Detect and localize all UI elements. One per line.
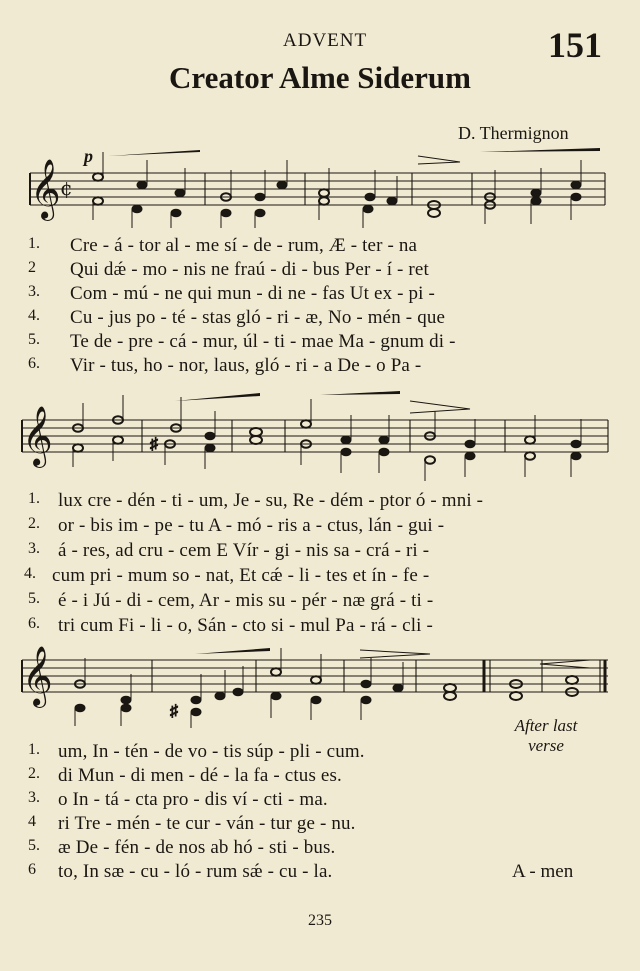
staff-notation-1 (0, 140, 640, 230)
verse-number: 2. (28, 765, 40, 782)
page-footer-number: 235 (308, 912, 332, 929)
svg-text:♯: ♯ (150, 436, 158, 453)
crescendo-hairpin-icon (175, 393, 260, 401)
crescendo-hairpin-icon (195, 648, 270, 654)
lyric-text: di Mun - di men - dé - la fa - ctus es. (58, 765, 342, 786)
verse-number: 4. (28, 307, 40, 324)
after-last-verse-note: After last verse (514, 716, 578, 755)
verse-number: 5. (28, 331, 40, 348)
verse-number: 1. (28, 235, 40, 252)
verse-number: 4 (28, 813, 36, 830)
composer-credit: D. Thermignon (458, 123, 569, 143)
notes-staff-1 (93, 152, 581, 228)
lyric-text: or - bis im - pe - tu A - mó - ris a - ctus, lán - gui - (58, 515, 445, 536)
lyric-text: o In - tá - cta pro - dis ví - cti - ma. (58, 789, 328, 810)
lyric-text: to, In sæ - cu - ló - rum sǽ - cu - la. (58, 861, 333, 882)
decrescendo-hairpin-icon (410, 401, 470, 413)
staff-notation-2 (0, 385, 640, 485)
verse-number: 6. (28, 615, 40, 632)
music-staff-1 (0, 140, 640, 230)
verse-number: 3. (28, 283, 40, 300)
music-staff-2 (0, 385, 640, 485)
lyric-text: æ De - fén - de nos ab hó - sti - bus. (58, 837, 336, 858)
hymn-title: Creator Alme Siderum (169, 60, 471, 95)
lyric-text: Vir - tus, ho - nor, laus, gló - ri - a De - o Pa - (70, 355, 422, 376)
decrescendo-hairpin-icon (360, 650, 430, 658)
piano-dynamic: p (84, 146, 93, 166)
verse-number: 3. (28, 540, 40, 557)
svg-text:♯: ♯ (170, 703, 178, 720)
treble-clef-icon: 𝄞 (22, 406, 53, 466)
verse-number: 5. (28, 590, 40, 607)
decrescendo-hairpin-icon (418, 156, 460, 164)
treble-clef-icon: 𝄞 (30, 159, 61, 219)
verse-number: 5. (28, 837, 40, 854)
section-heading: ADVENT (283, 30, 368, 51)
hymn-number: 151 (548, 25, 602, 65)
cut-time-icon: ¢ (60, 176, 73, 200)
lyric-text: lux cre - dén - ti - um, Je - su, Re - dém - ptor ó - mni - (58, 490, 484, 511)
verse-number: 3. (28, 789, 40, 806)
verse-number: 4. (24, 565, 36, 582)
lyric-text: Te de - pre - cá - mur, úl - ti - mae Ma - gnum di - (70, 331, 456, 352)
lyric-text: tri cum Fi - li - o, Sán - cto si - mul Pa - rá - cli - (58, 615, 433, 636)
verse-number: 2 (28, 259, 36, 276)
lyric-text: ri Tre - mén - te cur - ván - tur ge - nu. (58, 813, 356, 834)
amen-text: A - men (512, 861, 574, 882)
lyric-text: Qui dǽ - mo - nis ne fraú - di - bus Per - í - ret (70, 259, 429, 280)
verse-number: 1. (28, 741, 40, 758)
treble-clef-icon: 𝄞 (22, 646, 53, 706)
verse-number: 1. (28, 490, 40, 507)
lyric-text: cum pri - mum so - nat, Et cǽ - li - tes et ín - fe - (52, 565, 430, 586)
verse-number: 6. (28, 355, 40, 372)
lyric-text: é - i Jú - di - cem, Ar - mis su - pér - næ grá - ti - (58, 590, 434, 611)
lyric-text: Cre - á - tor al - me sí - de - rum, Æ - ter - na (70, 235, 418, 256)
verse-number: 2. (28, 515, 40, 532)
verse-number: 6 (28, 861, 36, 878)
crescendo-hairpin-icon (108, 150, 200, 156)
lyric-text: á - res, ad cru - cem E Vír - gi - nis sa - crá - ri - (58, 540, 430, 561)
lyric-text: Com - mú - ne qui mun - di ne - fas Ut ex - pi - (70, 283, 435, 304)
lyric-text: um, In - tén - de vo - tis súp - pli - cum. (58, 741, 365, 762)
lyric-text: Cu - jus po - té - stas gló - ri - æ, No - mén - que (70, 307, 446, 328)
